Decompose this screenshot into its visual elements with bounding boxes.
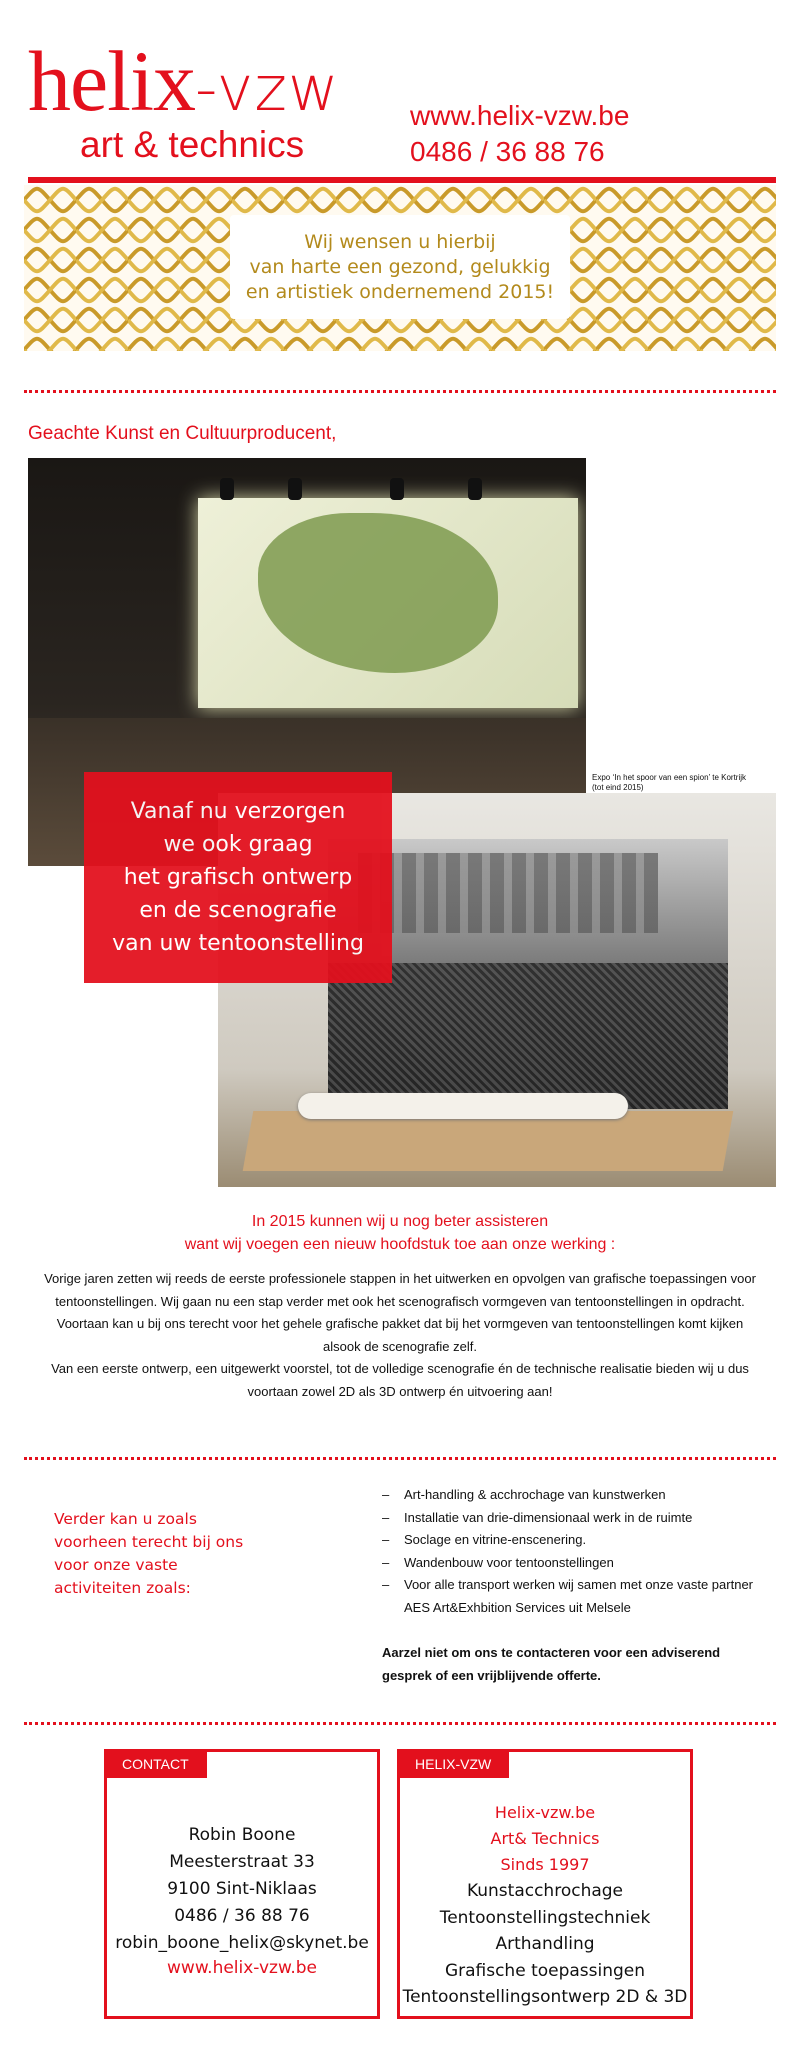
list-item: – Voor alle transport werken wij samen met onze vaste partner AES Art&Exhbition Services uit Melsele [382, 1574, 762, 1619]
logo-suffix: -vzw [194, 52, 340, 125]
helix-card [397, 1749, 693, 2019]
announcement-line: we ook graag [163, 832, 313, 857]
paper-roll [298, 1093, 628, 1119]
logo-main-text: helix [28, 33, 195, 129]
greeting-text [246, 230, 554, 305]
contact-city: 9100 Sint-Niklaas [167, 1879, 317, 1899]
announcement-line: van uw tentoonstelling [112, 931, 364, 956]
helix-service-line: Tentoonstellingsontwerp 2D & 3D [402, 1987, 688, 2007]
illuminated-map-wall [198, 498, 578, 708]
helix-service-line: Arthandling [495, 1934, 595, 1954]
helix-service-line: Kunstacchrochage [466, 1881, 624, 1901]
logo-subtitle: art & technics [80, 124, 305, 165]
helix-card-tab: HELIX-VZW [397, 1749, 509, 1778]
list-item: – Installatie van drie-dimensionaal werk in de ruimte [382, 1507, 762, 1530]
contact-email-link[interactable]: robin_boone_helix@skynet.be [115, 1933, 369, 1953]
intro-headline [24, 1210, 776, 1256]
intro-paragraph: Vorige jaren zetten wij reeds de eerste professionele stappen in het uitwerken en opvolgen van grafische toepassingen voor tentoonstellingen. Wij gaan nu een stap verder met ook het scenografisch vormgeven van tentoonstellingen in opdracht. [44, 1271, 756, 1309]
contact-website-link[interactable]: www.helix-vzw.be [167, 1958, 317, 1978]
helix-service-line: Tentoonstellingstechniek [439, 1907, 651, 1928]
activities-lead-line: voor onze vaste [54, 1556, 178, 1574]
contact-card-tab: CONTACT [104, 1749, 207, 1778]
helix-red-line: Art& Technics [490, 1829, 600, 1848]
spotlight-icon [390, 478, 404, 500]
list-item: – Art-handling & acchrochage van kunstwerken [382, 1484, 762, 1507]
announcement-line: en de scenografie [139, 898, 337, 923]
announcement-line: Vanaf nu verzorgen [130, 799, 346, 824]
photo-caption [592, 773, 782, 793]
contact-name: Robin Boone [188, 1825, 296, 1845]
header-website-link[interactable]: www.helix-vzw.be [410, 100, 630, 131]
intro-headline-line: In 2015 kunnen wij u nog beter assisteren [251, 1213, 549, 1230]
intro-headline-line: want wij voegen een nieuw hoofdstuk toe aan onze werking : [184, 1236, 616, 1253]
greeting-box [230, 215, 570, 319]
caption-line: (tot eind 2015) [592, 783, 644, 792]
activities-lead-line: Verder kan u zoals [54, 1510, 197, 1528]
dotted-divider [24, 390, 776, 393]
greeting-line: Wij wensen u hierbij [304, 230, 496, 253]
contact-street: Meesterstraat 33 [169, 1852, 315, 1872]
list-item: – Soclage en vitrine-enscenering. [382, 1529, 762, 1552]
salutation: Geachte Kunst en Cultuurproducent, [28, 423, 337, 444]
logo [28, 33, 340, 132]
print-crowd [328, 963, 728, 1109]
header-divider [28, 177, 776, 183]
helix-service-line: Grafische toepassingen [444, 1960, 646, 1981]
activities-list [382, 1484, 762, 1619]
announcement-text [112, 795, 364, 960]
helix-red-line: Helix-vzw.be [494, 1803, 596, 1822]
activities-lead-line: activiteiten zoals: [54, 1579, 191, 1597]
greeting-line: van harte een gezond, gelukkig [249, 255, 551, 278]
intro-paragraph: Van een eerste ontwerp, een uitgewerkt voorstel, tot de volledige scenografie én de technische realisatie bieden wij u dus voortaan zowel 2D als 3D ontwerp én uitvoering aan! [51, 1361, 749, 1399]
spotlight-icon [220, 478, 234, 500]
announcement-box [84, 772, 392, 983]
helix-red-line: Sinds 1997 [500, 1855, 590, 1874]
caption-line: Expo ‘In het spoor van een spion’ te Kortrijk [592, 773, 747, 782]
helix-card-body [400, 1800, 690, 2011]
dotted-divider [24, 1722, 776, 1725]
map-shape [258, 513, 498, 673]
activities-lead-line: voorheen terecht bij ons [54, 1533, 244, 1551]
activities-lead [54, 1508, 243, 1600]
greeting-line: en artistiek ondernemend 2015! [245, 280, 555, 303]
contact-cta: Aarzel niet om ons te contacteren voor een adviserend gesprek of een vrijblijvende offerte. [382, 1645, 721, 1683]
contact-card [104, 1749, 380, 2019]
list-item: – Wandenbouw voor tentoonstellingen [382, 1552, 762, 1575]
contact-phone: 0486 / 36 88 76 [174, 1906, 310, 1926]
intro-body [40, 1268, 760, 1403]
print-buildings [358, 853, 658, 933]
spotlight-icon [288, 478, 302, 500]
header-phone: 0486 / 36 88 76 [410, 136, 605, 167]
dotted-divider [24, 1457, 776, 1460]
wrapping-paper [243, 1111, 734, 1171]
greeting-banner [24, 185, 776, 351]
intro-paragraph: Voortaan kan u bij ons terecht voor het gehele grafische pakket dat bij het vormgeven van tentoonstellingen komt kijken alsook de scenografie zelf. [56, 1316, 744, 1354]
spotlight-icon [468, 478, 482, 500]
announcement-line: het grafisch ontwerp [123, 865, 353, 890]
contact-card-body [107, 1822, 377, 1980]
